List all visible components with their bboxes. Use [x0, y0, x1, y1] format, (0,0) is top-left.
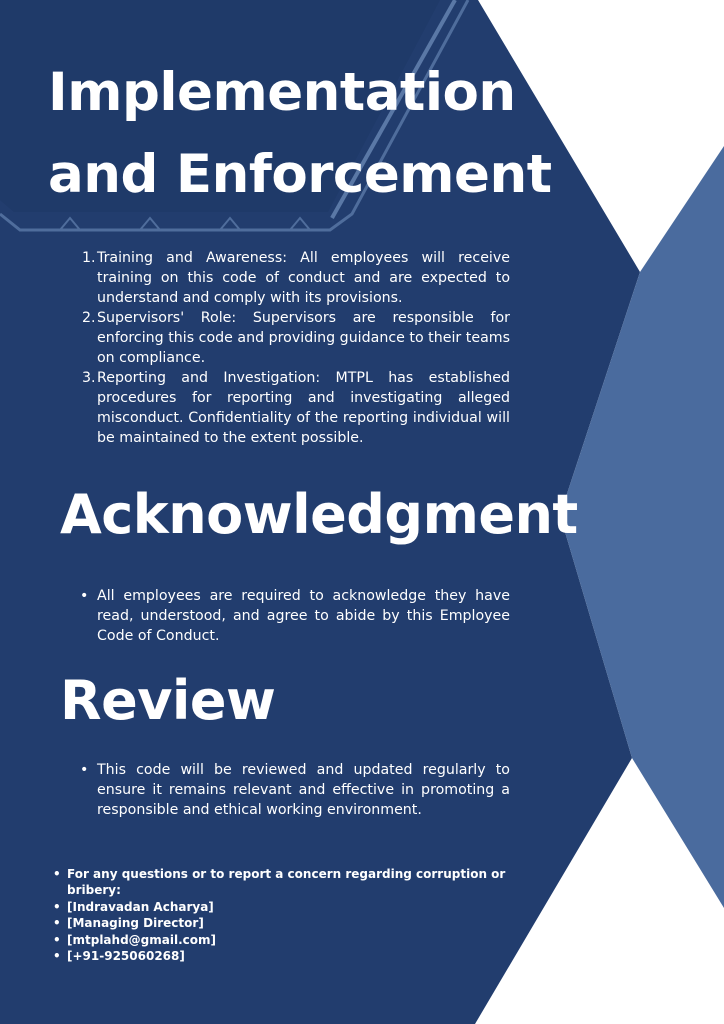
- bullet-icon: •: [53, 899, 61, 914]
- item-text: Reporting and Investigation: MTPL has established procedures for reporting and investigating alleged misconduct. Confidentiality of the reporting individual will be maintained to the extent possible.: [97, 370, 510, 446]
- bullet-icon: •: [53, 867, 61, 881]
- contact-item: [53, 948, 507, 964]
- bullet-icon: •: [53, 949, 61, 964]
- contact-intro: For any questions or to report a concern regarding corruption or bribery:: [67, 867, 506, 898]
- contact-name: [Indravadan Acharya]: [67, 899, 214, 914]
- implementation-list: [82, 248, 510, 448]
- review-heading: Review: [60, 669, 276, 732]
- contact-item: [53, 899, 507, 915]
- review-list: [80, 760, 510, 820]
- item-number: 3.: [82, 370, 96, 386]
- contact-title: [Managing Director]: [67, 916, 204, 931]
- item-number: 1.: [82, 250, 96, 266]
- main-heading-line2: and Enforcement: [48, 144, 552, 205]
- contact-item: [53, 932, 507, 948]
- main-heading: [48, 52, 608, 216]
- contact-item: [53, 866, 507, 899]
- bullet-icon: •: [53, 916, 61, 931]
- contact-item: [53, 915, 507, 931]
- acknowledgment-heading: Acknowledgment: [60, 483, 578, 546]
- contact-email: [mtplahd@gmail.com]: [67, 932, 216, 947]
- bullet-icon: •: [53, 932, 61, 947]
- item-number: 2.: [82, 310, 96, 326]
- bullet-icon: •: [80, 588, 89, 604]
- bullet-icon: •: [80, 762, 89, 778]
- contact-phone: [+91-925060268]: [67, 949, 185, 964]
- list-item: [82, 248, 510, 308]
- acknowledgment-list: [80, 586, 510, 646]
- contact-list: [53, 866, 507, 964]
- item-text: Training and Awareness: All employees will receive training on this code of conduct and are expected to understand and comply with its provisions.: [97, 250, 510, 306]
- main-heading-line1: Implementation: [48, 62, 516, 123]
- list-item: [80, 586, 510, 646]
- list-item: [80, 760, 510, 820]
- list-item: [82, 308, 510, 368]
- item-text: This code will be reviewed and updated regularly to ensure it remains relevant and effective in promoting a responsible and ethical working environment.: [97, 762, 510, 818]
- item-text: Supervisors' Role: Supervisors are responsible for enforcing this code and providing guidance to their teams on compliance.: [97, 310, 510, 366]
- list-item: [82, 368, 510, 448]
- item-text: All employees are required to acknowledge they have read, understood, and agree to abide by this Employee Code of Conduct.: [97, 588, 510, 644]
